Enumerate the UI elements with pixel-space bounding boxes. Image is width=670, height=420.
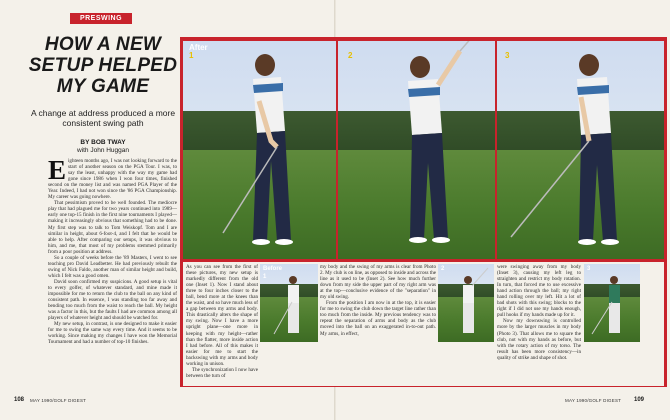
swing-photo-3: [497, 41, 664, 259]
drop-cap: E: [48, 158, 67, 185]
inset-photo-1: [260, 264, 318, 342]
inset-label: Before: [263, 266, 283, 272]
photo-number: 1: [189, 51, 194, 60]
inset-golfer-1: [260, 264, 318, 342]
article-deck: A change at address produced a more consistent swing path: [30, 108, 176, 128]
body-column-1: [48, 158, 177, 392]
body-paragraph: So a couple of weeks before the '89 Masters, I went to see teaching pro David Leadbetter. He had previously rebuilt the swing of Nick Faldo, another man of similar height and build, which I felt was a good omen.: [48, 254, 177, 279]
photo-number: 3: [505, 51, 510, 60]
body-paragraph: The synchronization I now have between the turn of: [186, 366, 258, 379]
body-column-4: [497, 264, 581, 385]
body-paragraph: From the position I am now in at the top, it is easier for me to swing the club down the target line rather than too much from the inside. My previous tendency was to repeat the separation of arms and body as the club moved into the ball on an exaggerated in-to-out path. My arms, in effect,: [320, 300, 436, 337]
body-paragraph: ighteen months ago, I was not looking forward to the start of another season on the PGA Tour. I was, to say the least, unhappy with the way my game had gone since 1986 when I won four times, finished second on the money list and was named PGA Player of the Year. Indeed, I had not won since the '86 PGA Championship. My career was going nowhere.: [48, 158, 177, 201]
section-tag: PRESWING: [70, 13, 132, 24]
article-title: HOW A NEW SETUP HELPED MY GAME: [28, 34, 178, 97]
inset-number: 3: [587, 266, 591, 272]
body-paragraph: Now my downswing is controlled more by the larger muscles in my body (Photo 3). That allows me to square the club, not with my hands as before, but with the rotary action of my torso. The result has been more consistency—in quality of strike and shape of shot.: [497, 318, 581, 361]
body-paragraph: my body and the swing of my arms is clear from Photo 2. My club is on line, as opposed to inside and across the line as it used to be (Inset 2). See how much further down from my side the upper part of my right arm was at the top—conclusive evidence of the "separation" in my old swing.: [320, 264, 436, 301]
body-paragraph: As you can see from the first of these pictures, my new setup is markedly different from the old one (Inset 1). Now I stand about three to four inches closer to the ball, bend more at the knees than the waist, and so have much less of a gap between my arms and body. This drastically alters the shape of my swing. Now I have a more upright plane—one more in keeping with my height—rather than the flatter, more inside action I had before. All of this makes it easier for me to start the backswing with my arms and body working in unison.: [186, 264, 258, 367]
folio-right: MAY 1990/GOLF DIGEST: [565, 398, 622, 403]
inset-number: 1: [263, 274, 267, 280]
byline-author: BY BOB TWAY: [80, 139, 126, 146]
body-column-2: [186, 264, 258, 385]
inset-photo-2: [438, 264, 494, 342]
after-label: After: [189, 43, 208, 52]
page-number-left: 108: [14, 397, 25, 403]
body-paragraph: were swinging away from my body (Inset 3), causing my left leg to straighten and restrict my body rotation. In turn, that forced me to use excessive hand action through the ball; my right hand rolling over my left. Hit a lot of bad shots with this swing; blocks to the right if I did not use my hands enough, pull hooks if my hands made up for it.: [497, 264, 581, 319]
page-number-right: 109: [634, 397, 645, 403]
body-paragraph: My new setup, in contrast, is one designed to make it easier for me to swing the same way every time. And it seems to be working. Since making my changes I have won the Memorial Tournament and had a number of top-10 finishes.: [48, 321, 177, 346]
body-paragraph: That pessimism proved to be well founded. The mediocre play that had plagued me for two years continued into 1989—early one top-15 finish in the first nine tournaments I played—making it increasingly obvious that something had to be done. My first step was to talk to Tom Weiskopf. Tom and I are similar in height, about 6-foot-4, and I felt that he would be able to help. After comparing our setups, it was obvious to him, and me, that most of my problems stemmed primarily from a poor position at address.: [48, 200, 177, 255]
swing-photo-2: [338, 41, 495, 259]
golfer-figure-3: [497, 41, 664, 259]
inset-number: 2: [441, 266, 445, 272]
body-column-3: [320, 264, 436, 385]
inset-photo-3: [584, 264, 640, 342]
body-paragraph: David soon confirmed my suspicions. A good setup is vital to every golfer, of whatever standard, and mine made it impossible for me to return the club to the ball on any kind of consistent path. In essence, I was standing too far away and bending too much from the waist to reach the ball. My height was a factor in this, but the faults I had are common among all players of whatever height and should be watched for.: [48, 278, 177, 322]
swing-photo-1: [183, 41, 336, 259]
inset-golfer-3: [584, 264, 640, 342]
photo-number: 2: [348, 51, 353, 60]
inset-golfer-2: [438, 264, 494, 342]
folio-left: MAY 1990/GOLF DIGEST: [30, 398, 87, 403]
golfer-figure-1: [183, 41, 336, 259]
byline: [28, 139, 178, 155]
byline-with: with John Huggan: [76, 147, 130, 154]
golfer-figure-2: [338, 41, 495, 259]
